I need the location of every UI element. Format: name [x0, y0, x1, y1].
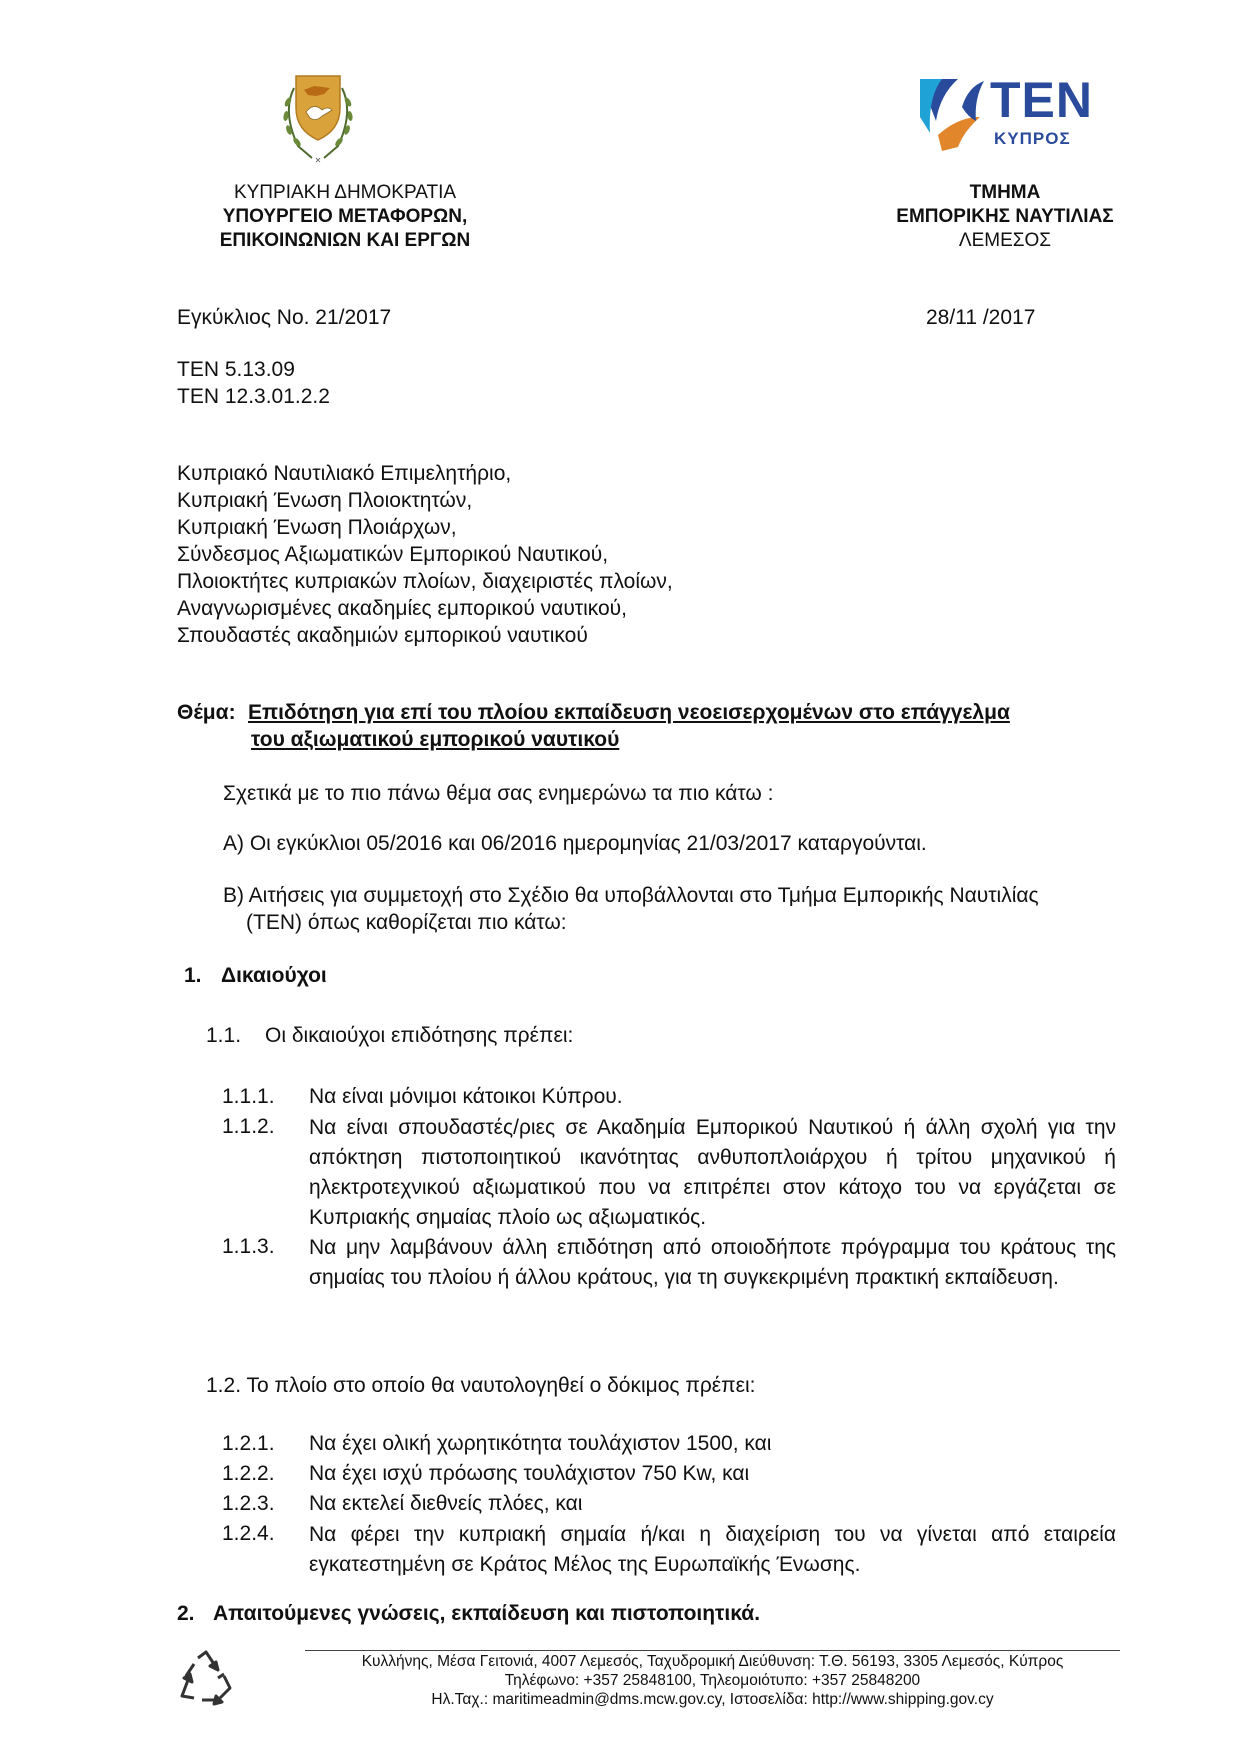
ministry-header — [180, 181, 510, 253]
subject-label: Θέμα: — [177, 701, 236, 724]
recipient: Πλοιοκτήτες κυπριακών πλοίων, διαχειριστές πλοίων, — [177, 570, 673, 593]
s1-1-2-number: 1.1.2. — [222, 1115, 275, 1138]
recipient: Αναγνωρισμένες ακαδημίες εμπορικού ναυτικού, — [177, 597, 628, 620]
reference-1: ΤΕΝ 5.13.09 — [177, 358, 295, 381]
footer-contact: Ηλ.Ταχ.: maritimeadmin@dms.mcw.gov.cy, Ιστοσελίδα: http://www.shipping.gov.cy — [431, 1691, 994, 1708]
s1-2-2-text: Να έχει ισχύ πρόωσης τουλάχιστον 750 Kw, και — [309, 1462, 750, 1485]
recipient: Σύνδεσμος Αξιωματικών Εμπορικού Ναυτικού, — [177, 543, 609, 566]
s1-1-number: 1.1. — [206, 1024, 242, 1047]
recipient: Κυπριακή Ένωση Πλοιοκτητών, — [177, 489, 473, 512]
ten-logo-text: ΤΕΝ — [990, 72, 1093, 128]
recipients-list — [177, 460, 673, 649]
s1-2-3-text: Να εκτελεί διεθνείς πλόες, και — [309, 1492, 583, 1515]
s1-2-text: 1.2. Το πλοίο στο οποίο θα ναυτολογηθεί ο δόκιμος πρέπει: — [206, 1374, 756, 1397]
department-header — [860, 181, 1150, 253]
s1-2-2-number: 1.2.2. — [222, 1462, 275, 1485]
section2-title: Απαιτούμενες γνώσεις, εκπαίδευση και πιστοποιητικά. — [213, 1602, 761, 1625]
recipient: Σπουδαστές ακαδημιών εμπορικού ναυτικού — [177, 624, 588, 647]
recipient: Κυπριακό Ναυτιλιακό Επιμελητήριο, — [177, 462, 512, 485]
recycle-icon — [176, 1648, 236, 1706]
subject-line1: Επιδότηση για επί του πλοίου εκπαίδευση νεοεισερχομένων στο επάγγελμα — [248, 701, 1010, 724]
section1-number: 1. — [184, 964, 202, 987]
s1-2-3-number: 1.2.3. — [222, 1492, 275, 1515]
svg-text:✕: ✕ — [314, 156, 322, 164]
header-left-line2: ΥΠΟΥΡΓΕΙΟ ΜΕΤΑΦΟΡΩΝ, — [222, 206, 468, 227]
s1-1-1-text: Να είναι μόνιμοι κάτοικοι Κύπρου. — [309, 1085, 623, 1108]
point-a: Α) Οι εγκύκλιοι 05/2016 και 06/2016 ημερομηνίας 21/03/2017 καταργούνται. — [223, 832, 927, 855]
s1-2-1-number: 1.2.1. — [222, 1432, 275, 1455]
point-b-line1: Β) Αιτήσεις για συμμετοχή στο Σχέδιο θα υποβάλλονται στο Τμήμα Εμπορικής Ναυτιλίας — [223, 884, 1039, 907]
point-b-line2: (ΤΕΝ) όπως καθορίζεται πιο κάτω: — [246, 911, 567, 934]
section1-title: Δικαιούχοι — [221, 964, 327, 987]
header-left-line3: ΕΠΙΚΟΙΝΩΝΙΩΝ ΚΑΙ ΕΡΓΩΝ — [219, 230, 471, 251]
s1-2-4-number: 1.2.4. — [222, 1522, 275, 1545]
header-right-line3: ΛΕΜΕΣΟΣ — [958, 230, 1052, 251]
s1-2-4-text: Να φέρει την κυπριακή σημαία ή/και η διαχείριση του να γίνεται από εταιρεία εγκατεστημένη σε Κράτος Μέλος της Ευρωπαϊκής Ένωσης. — [309, 1523, 1116, 1576]
s1-2-1-text: Να έχει ολική χωρητικότητα τουλάχιστον 1500, και — [309, 1432, 772, 1455]
s1-1-3-text: Να μην λαμβάνουν άλλη επιδότηση από οποιοδήποτε πρόγραμμα του κράτους της σημαίας του πλοίου ή άλλου κράτους, για τη συγκεκριμένη πρακτική εκπαίδευση. — [309, 1236, 1116, 1289]
circular-date: 28/11 /2017 — [926, 306, 1036, 329]
recipient: Κυπριακή Ένωση Πλοιάρχων, — [177, 516, 457, 539]
circular-number: Εγκύκλιος Νο. 21/2017 — [177, 306, 392, 329]
s1-1-3-number: 1.1.3. — [222, 1235, 275, 1258]
ten-logo — [918, 72, 1093, 157]
section2-number: 2. — [177, 1602, 195, 1625]
footer-address: Κυλλήνης, Μέσα Γειτονιά, 4007 Λεμεσός, Ταχυδρομική Διεύθυνση: Τ.Θ. 56193, 3305 Λεμεσός, Κύπρος — [361, 1653, 1064, 1670]
intro-text: Σχετικά με το πιο πάνω θέμα σας ενημερώνω τα πιο κάτω : — [223, 782, 774, 805]
s1-1-1-number: 1.1.1. — [222, 1085, 275, 1108]
subject-line2: του αξιωματικού εμπορικού ναυτικού — [251, 728, 620, 751]
ten-logo-subtext: ΚΥΠΡΟΣ — [994, 129, 1071, 148]
coat-of-arms-emblem — [268, 68, 368, 164]
footer-divider — [305, 1650, 1120, 1651]
s1-1-2-text: Να είναι σπουδαστές/ριες σε Ακαδημία Εμπορικού Ναυτικού ή άλλη σχολή για την απόκτηση πιστοποιητικού ικανότητας ανθυποπλοιάρχου ή τρίτου μηχανικού ή ηλεκτροτεχνικού αξιωματικού που να επιτρέπει στον κάτοχο του να εργάζεται σε Κυπριακής σημαίας πλοίο ως αξιωματικός. — [309, 1116, 1116, 1229]
reference-block — [177, 356, 330, 410]
header-right-line1: ΤΜΗΜΑ — [969, 182, 1041, 203]
s1-1-text: Οι δικαιούχοι επιδότησης πρέπει: — [265, 1024, 574, 1047]
header-left-line1: ΚΥΠΡΙΑΚΗ ΔΗΜΟΚΡΑΤΙΑ — [233, 182, 457, 203]
footer-phone: Τηλέφωνο: +357 25848100, Τηλεομοιότυπο: +357 25848200 — [504, 1672, 921, 1689]
reference-2: ΤΕΝ 12.3.01.2.2 — [177, 385, 330, 408]
header-right-line2: ΕΜΠΟΡΙΚΗΣ ΝΑΥΤΙΛΙΑΣ — [896, 206, 1114, 227]
